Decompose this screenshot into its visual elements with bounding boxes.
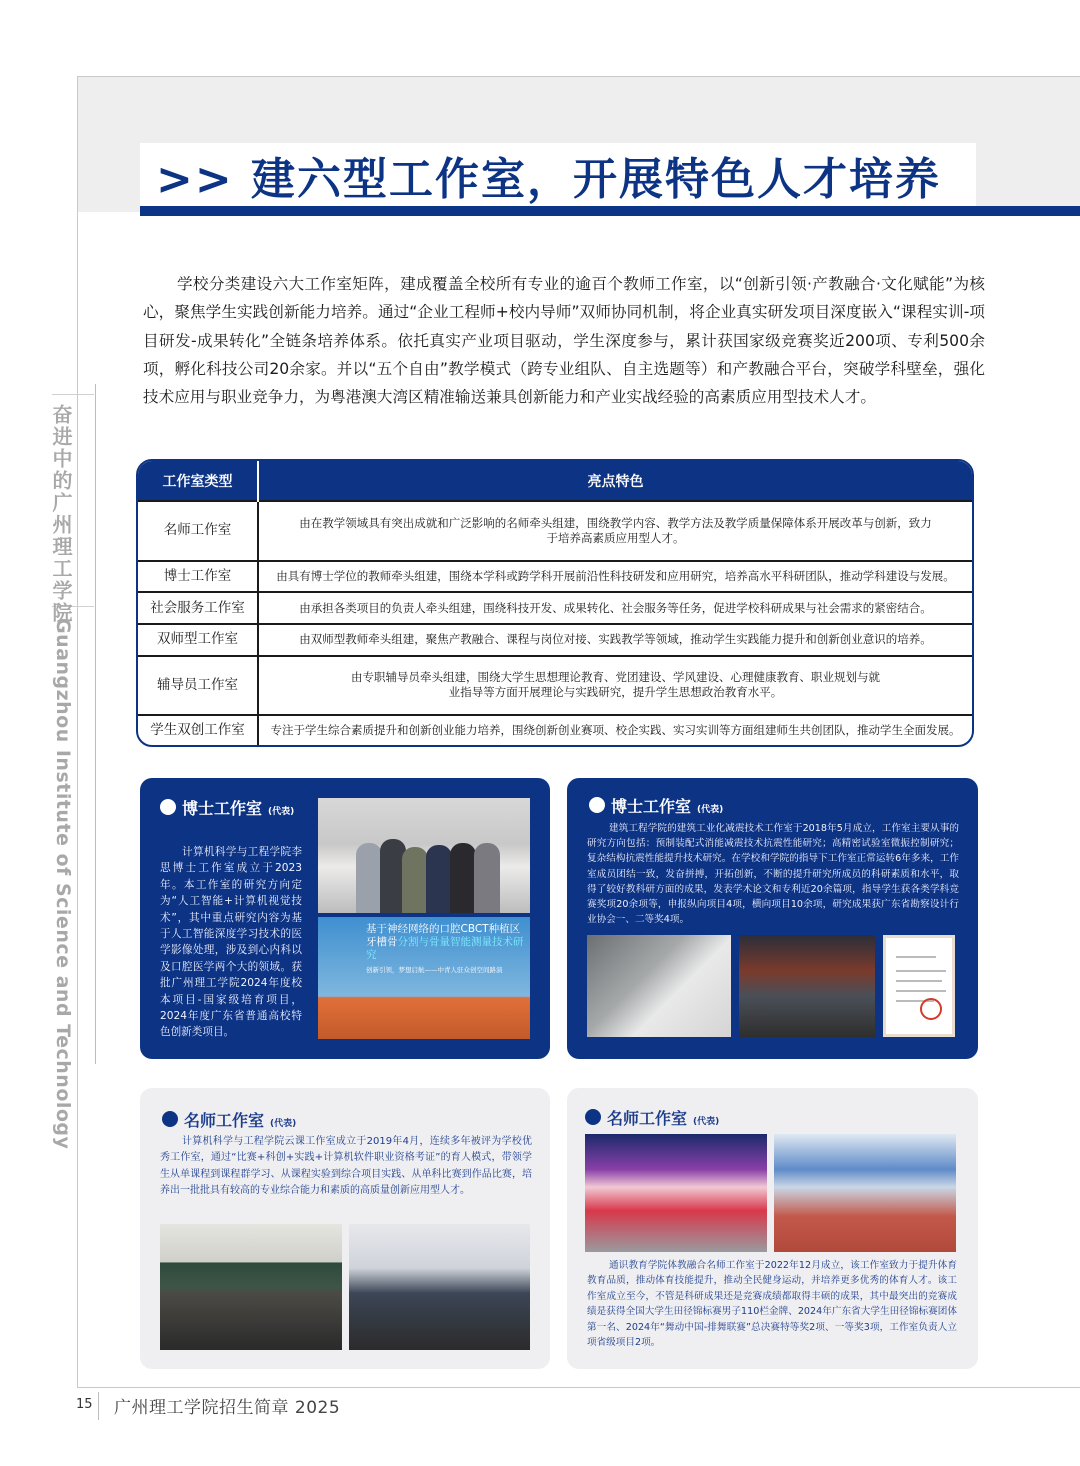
title-underline-bar: [140, 206, 1080, 216]
card-body: 计算机科学与工程学院云课工作室成立于2019年4月，连续多年被评为学校优秀工作室，通过“比赛+科创+实践+计算机软件职业资格考证”的育人模式，带领学生从单课程到课程群学习、从课程实验到综合项目实践、从单科比赛到作品比赛，培养出一批批具有较高的专业综合能力和素质的高质量创新应用型人才。: [160, 1136, 532, 1197]
table-row: [138, 561, 972, 593]
studio-feature: 由双师型教师牵头组建，聚焦产教融合、课程与岗位对接、实践教学等领域，推动学生实践能力提升和创新创业意识的培养。: [258, 624, 972, 656]
lab-test-photo: [587, 935, 731, 1037]
studio-type: 辅导员工作室: [138, 656, 258, 716]
dance-team-photo: [585, 1134, 767, 1252]
card-body: 通识教育学院体教融合名师工作室于2022年12月成立，该工作室致力于提升体育教育品质，推动体育技能提升，推动全民健身运动，并培养更多优秀的体育人才。该工作室成立至今，不管是科研成果还是竞赛成绩都取得丰硕的成果，其中最突出的竞赛成绩是获得全国大学生田径锦标赛男子110栏金牌、2024年广东省大学生田径锦标赛团体第一名、2024年“舞动中国-排舞联赛”总决赛特等奖2项、一等奖3项，工作室负责人立项省级项目2项。: [587, 1260, 957, 1349]
table-header-feature: 亮点特色: [258, 461, 972, 501]
doctor-studio-card-1: [140, 778, 550, 1059]
bullet-dot-icon: [162, 1111, 178, 1127]
footer-divider: [98, 1392, 99, 1420]
footer-title: 广州理工学院招生简章 2025: [114, 1398, 341, 1418]
page-number: 15: [76, 1397, 93, 1412]
studio-type: 名师工作室: [138, 501, 258, 561]
studio-feature: 专注于学生综合素质提升和创新创业能力培养，围绕创新创业赛项、校企实践、实习实训等方面组建师生共创团队，推动学生全面发展。: [258, 715, 972, 745]
intro-paragraph: 学校分类建设六大工作室矩阵，建成覆盖全校所有专业的逾百个教师工作室，以“创新引领·产教融合·文化赋能”为核心，聚焦学生实践创新能力培养。通过“企业工程师+校内导师”双师协同机制，将企业真实研发项目深度嵌入“课程实训-项目研发-成果转化”全链条培养体系。依托真实产业项目驱动，学生深度参与，累计获国家级竞赛奖近200项、专利500余项，孵化科技公司20余家。并以“五个自由”教学模式（跨专业组队、自主选题等）和产教融合平台，突破学科壁垒，强化技术应用与职业竞争力，为粤港澳大湾区精准输送兼具创新能力和产业实战经验的高素质应用型技术人才。: [143, 275, 985, 407]
card-title: 博士工作室: [182, 799, 263, 818]
team-photo: [318, 798, 530, 913]
card-tag: (代表): [270, 1119, 297, 1129]
classroom-photo-2: [349, 1224, 530, 1350]
studio-type: 社会服务工作室: [138, 592, 258, 624]
table-row: [138, 624, 972, 656]
patent-certificate-photo: [883, 935, 955, 1037]
card-header: [162, 1108, 296, 1131]
classroom-photo-1: [160, 1224, 342, 1350]
bullet-dot-icon: [585, 1109, 601, 1125]
master-studio-card-2: [567, 1088, 978, 1369]
studio-feature: 由承担各类项目的负责人牵头组建，围绕科技开发、成果转化、社会服务等任务，促进学校科研成果与社会需求的紧密结合。: [258, 592, 972, 624]
card-title: 博士工作室: [611, 797, 692, 816]
bullet-dot-icon: [160, 799, 176, 815]
slide-caption: 基于神经网络的口腔CBCT种植区 牙槽骨分割与骨量智能测量技术研究 创新引领，梦想启航——中青人驻众创空间路演: [366, 923, 524, 974]
bullet-dot-icon: [589, 797, 605, 813]
hurdles-race-photo: [774, 1134, 956, 1252]
card-body: 建筑工程学院的建筑工业化减震技术工作室于2018年5月成立，工作室主要从事的研究方向包括：预制装配式消能减震技术抗震性能研究；高精密试验室微振控制研究；复杂结构抗震性能提升技术研究。在学校和学院的指导下工作室正常运转6年多来，工作室成员团结一致，发奋拼搏，开拓创新，不断的提升研究所成员的科研素质和水平，取得了较好教科研方面的成果，发表学术论文和专利近20余篇项，指导学生获各类学科竞赛奖项20余项等，申报纵向项目4项，横向项目10余项，研究成果获广东省勘察设计行业协会一、二等奖4项。: [587, 823, 959, 926]
table-header-type: 工作室类型: [138, 461, 258, 501]
master-studio-card-1: [140, 1088, 550, 1369]
card-tag: (代表): [697, 805, 724, 815]
title-box: [140, 143, 976, 206]
card-body: 计算机科学与工程学院李思博士工作室成立于2023年。本工作室的研究方向定为“人工智能+计算机视觉技术”，其中重点研究内容为基于人工智能深度学习技术的医学影像处理，涉及到心内科以及口腔医学两个大的领域。获批广州理工学院2024年度校本项目-国家级培育项目，2024年度广东省普通高校特色创新类项目。: [160, 846, 302, 1039]
studio-feature: 由专职辅导员牵头组建，围绕大学生思想理论教育、党团建设、学风建设、心理健康教育、职业规划与就业指导等方面开展理论与实践研究，提升学生思想政治教育水平。: [258, 656, 972, 716]
table-row: [138, 501, 972, 561]
card-title: 名师工作室: [184, 1111, 265, 1130]
sidebar-divider: [52, 394, 94, 395]
card-tag: (代表): [693, 1117, 720, 1127]
studio-table: [136, 459, 974, 747]
studio-type: 双师型工作室: [138, 624, 258, 656]
page-title: >> 建六型工作室，开展特色人才培养: [156, 153, 942, 205]
card-title: 名师工作室: [607, 1109, 688, 1128]
card-tag: (代表): [268, 807, 295, 817]
card-header: [585, 1106, 719, 1129]
seal-icon: [920, 998, 942, 1020]
sidebar-en-label: Guangzhou Institute of Science and Technology: [52, 618, 74, 1150]
studio-type: 学生双创工作室: [138, 715, 258, 745]
lab-equipment-photo: [739, 935, 875, 1037]
table-row: [138, 592, 972, 624]
card-header: [589, 794, 723, 817]
presentation-photo: [318, 917, 530, 1039]
card-header: [160, 796, 294, 819]
studio-type: 博士工作室: [138, 561, 258, 593]
studio-feature: 由在教学领域具有突出成就和广泛影响的名师牵头组建，围绕教学内容、教学方法及教学质量保障体系开展改革与创新，致力于培养高素质应用型人才。: [258, 501, 972, 561]
sidebar-rule: [95, 384, 96, 1064]
studio-feature: 由具有博士学位的教师牵头组建，围绕本学科或跨学科开展前沿性科技研发和应用研究，培养高水平科研团队，推动学科建设与发展。: [258, 561, 972, 593]
table-row: [138, 715, 972, 745]
table-row: [138, 656, 972, 716]
sidebar-cn-label: 奋进中的广州理工学院: [49, 404, 73, 624]
doctor-studio-card-2: [567, 778, 978, 1059]
